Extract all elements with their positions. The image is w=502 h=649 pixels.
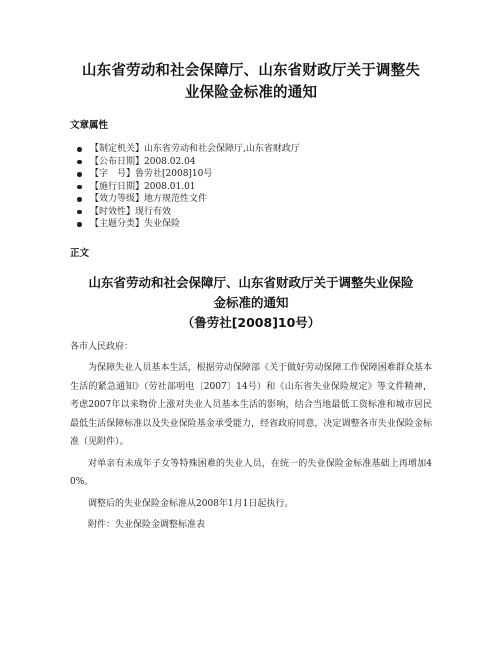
body-heading: 正文 xyxy=(70,247,90,259)
attribute-text: 【字 号】鲁劳社[2008]10号 xyxy=(90,169,213,179)
notice-title-line-1: 山东省劳动和社会保障厅、山东省财政厅关于调整失业保险 xyxy=(88,274,414,290)
notice-title xyxy=(70,273,432,313)
attribute-item xyxy=(90,193,432,206)
attribute-text: 【制定机关】山东省劳动和社会保障厅,山东省财政厅 xyxy=(90,144,300,154)
attribute-item xyxy=(90,168,432,181)
document-title-line-1: 山东省劳动和社会保障厅、山东省财政厅关于调整失 xyxy=(81,63,421,79)
bullet-icon xyxy=(77,222,82,227)
bullet-icon xyxy=(77,172,82,177)
bullet-icon xyxy=(77,147,82,152)
bullet-icon xyxy=(77,197,82,202)
attribute-item xyxy=(90,206,432,219)
attribute-text: 【时效性】现行有效 xyxy=(90,206,172,217)
bullet-icon xyxy=(77,185,82,190)
notice-title-line-2: 金标准的通知 xyxy=(213,294,289,310)
attribute-text: 【公布日期】2008.02.04 xyxy=(90,156,196,167)
attribute-item xyxy=(90,218,432,231)
attribute-item xyxy=(90,181,432,194)
body-paragraph: 对单亲有未成年子女等特殊困难的失业人员，在统一的失业保险金标准基础上再增加40%。 xyxy=(70,458,432,487)
body-paragraph: 调整后的失业保险金标准从2008年1月1日起执行。 xyxy=(88,498,294,509)
document-title-line-2: 业保险金标准的通知 xyxy=(184,85,318,101)
attachment-line: 附件：失业保险金调整标准表 xyxy=(88,520,206,530)
body-paragraph: 为保障失业人员基本生活，根据劳动保障部《关于做好劳动保障工作保障困难群众基本生活的紧急通知》（劳社部明电〔2007〕14号）和《山东省失业保险规定》等文件精神，考虑2007年以来物价上涨对失业人员基本生活的影响，结合当地最低工资标准和城市居民最低生活保障标准以及失业保险基金承受能力，经省政府同意，决定调整各市失业保险金标准（见附件）。 xyxy=(70,363,432,447)
bullet-icon xyxy=(77,210,82,215)
attributes-list xyxy=(70,143,432,231)
attribute-text: 【施行日期】2008.01.01 xyxy=(90,181,196,192)
attribute-item xyxy=(90,156,432,169)
bullet-icon xyxy=(77,160,82,165)
document-title xyxy=(70,0,432,104)
attributes-heading: 文章属性 xyxy=(70,120,109,131)
document-number: （鲁劳社[2008]10号） xyxy=(181,314,321,330)
attribute-text: 【效力等级】地方规范性文件 xyxy=(90,194,208,204)
salutation: 各市人民政府： xyxy=(70,341,134,352)
attribute-text: 【主题分类】失业保险 xyxy=(90,219,181,229)
notice-body xyxy=(70,338,432,535)
attribute-item xyxy=(90,143,432,156)
